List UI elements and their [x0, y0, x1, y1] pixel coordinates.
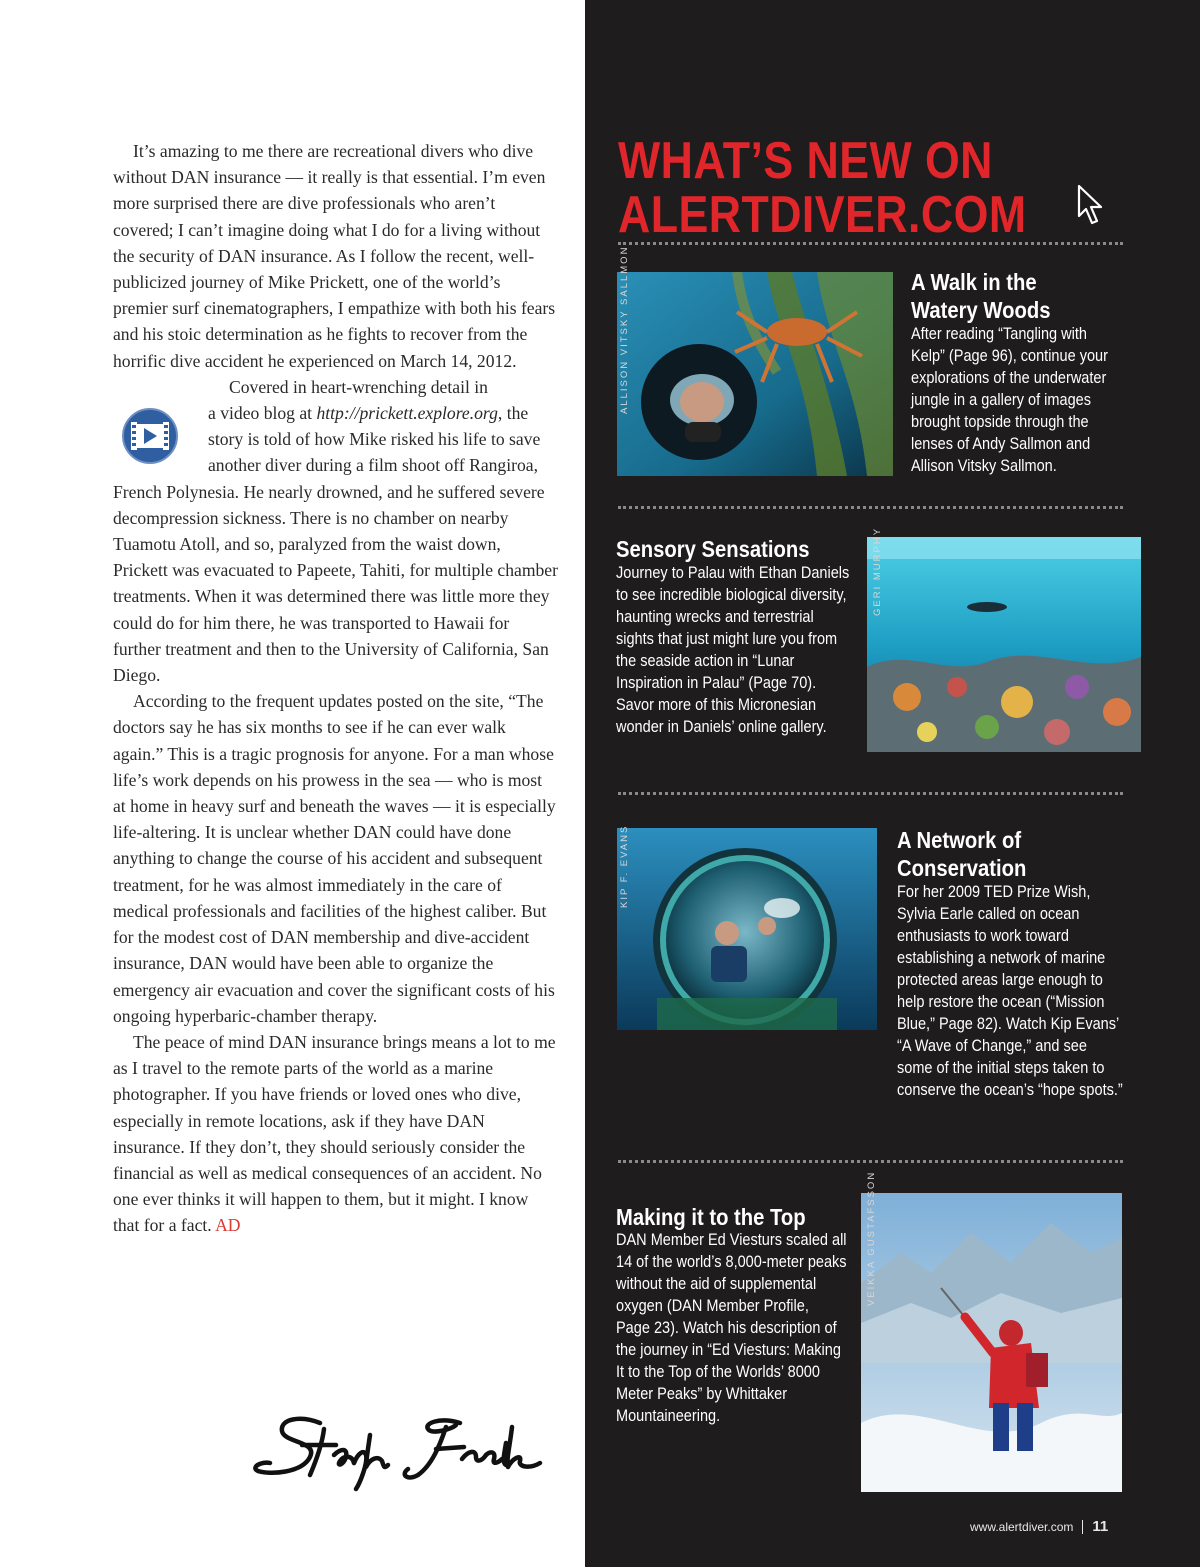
headline-line-2: ALERTDIVER.COM [618, 186, 1027, 244]
photo-credit: KIP F. EVANS [619, 824, 630, 908]
article-column [0, 0, 585, 1567]
photo-credit: GERI MURPHY [872, 526, 883, 616]
sidebar-panel [585, 0, 1200, 1567]
signature [240, 1405, 570, 1495]
item-title-network-of-conservation[interactable] [897, 826, 1026, 882]
mountaineer-summit-photo[interactable] [861, 1193, 1122, 1492]
article-paragraph-1: It’s amazing to me there are recreational divers who dive without DAN insurance — it really is that essential. I’m even more surprised there are dive professionals who aren’t covered; I can’t imagine doing what I do for a living without the security of DAN insurance. As I follow the recent, well-publicized journey of Mike Prickett, one of the world’s premier surf cinematographers, I empathize with both his fears and his stoic determination as he fights to recover from the horrific dive accident he experienced on March 14, 2012. [113, 141, 556, 371]
article-body [113, 138, 558, 1239]
item-title-sensory-sensations[interactable]: Sensory Sensations [616, 536, 810, 562]
item-description: After reading “Tangling with Kelp” (Page 96), continue your explorations of the underwater jungle in a gallery of images brought topside through the lenses of Andy Sallmon and Allison Vitsky Sallmon. [911, 325, 1108, 475]
sidebar-headline [618, 132, 1027, 244]
item-description: For her 2009 TED Prize Wish, Sylvia Earle called on ocean enthusiasts to work toward establishing a network of marine protected areas large enough to help restore the ocean (“Mission Blue,” Page 82). Watch Kip Evans’ “A Wave of Change,” and see some of the initial steps taken to conserve the ocean’s “hope spots.” [897, 883, 1123, 1099]
footer-url[interactable]: www.alertdiver.com [970, 1520, 1074, 1534]
article-paragraph-2-pre-url: a video blog at [208, 403, 317, 424]
item-title-line-2: Conservation [897, 855, 1027, 881]
item-title-making-it-to-the-top[interactable]: Making it to the Top [616, 1204, 806, 1230]
article-paragraph-4-text: The peace of mind DAN insurance brings means a lot to me as I travel to the remote parts of the world as a marine photographer. If you have friends or loved ones who dive, especially in remote locations, ask if they have DAN insurance. If they don’t, they should seriously consider the financial as well as medical consequences of an accident. No one ever thinks it will happen to them, but it might. I know that for a fact. [113, 1031, 556, 1236]
article-paragraph-2-body: the story is told of how Mike risked his life to save another diver during a film shoot off Rangiroa, French Polynesia. He nearly drowned, and he suffered severe decompression sickness. There is no chamber on nearby Tuamotu Atoll, and so, paralyzed from the waist down, Prickett was evacuated to Papeete, Tahiti, for multiple chamber treatments. When it was determined there was little more they could do for him there, he was transported to Hawaii for further treatment and then to the University of California, San Diego. [113, 403, 558, 686]
diver-with-kelp-crab-photo[interactable] [617, 272, 893, 476]
divider [618, 1160, 1123, 1163]
article-paragraph-2-lead: Covered in heart-wrenching detail in [229, 376, 488, 397]
cursor-arrow-icon [1073, 182, 1111, 230]
article-paragraph-2 [113, 374, 558, 688]
submersible-dome-photo[interactable] [617, 828, 877, 1030]
headline-line-1: WHAT’S NEW ON [618, 132, 993, 190]
footer-separator [1082, 1520, 1083, 1534]
photo-credit: ALLISON VITSKY SALLMON [619, 245, 630, 414]
item-title-line-1: A Walk in the [911, 269, 1037, 295]
page-number: 11 [1092, 1518, 1109, 1535]
video-blog-link[interactable]: http://prickett.explore.org [316, 403, 498, 424]
divider [618, 792, 1123, 795]
palau-reef-snorkeler-photo[interactable] [867, 537, 1141, 752]
end-mark: AD [215, 1215, 241, 1236]
divider [618, 506, 1123, 509]
item-title-line-1: A Network of [897, 827, 1022, 853]
article-paragraph-3: According to the frequent updates posted on the site, “The doctors say he has six months to see if he can ever walk again.” This is a tragic prognosis for anyone. For a man whose life’s work depends on his prowess in the sea — who is most at home in heavy surf and beneath the waves — it is especially life-altering. It is unclear whether DAN could have done anything to change the course of his accident and subsequent treatment, for he was almost immediately in the care of medical professionals and facilities of the highest caliber. But for the modest cost of DAN membership and dive-accident insurance, DAN would have been able to organize the emergency air evacuation and cover the significant costs of his ongoing hyperbaric-chamber therapy. [113, 691, 556, 1026]
item-title-line-2: Watery Woods [911, 297, 1051, 323]
photo-credit: VEIKKA GUSTAFSSON [866, 1170, 877, 1306]
article-paragraph-2-comma: , [497, 403, 503, 424]
video-play-icon[interactable] [113, 404, 188, 464]
article-paragraph-4 [113, 1029, 558, 1239]
page-footer [970, 1518, 1108, 1535]
item-title-watery-woods[interactable] [911, 268, 1050, 324]
item-description: DAN Member Ed Viesturs scaled all 14 of the world’s 8,000-meter peaks without the aid of supplemental oxygen (DAN Member Profile, Page 23). Watch his description of the journey in “Ed Viesturs: Making It to the Top of the Worlds’ 8000 Meter Peaks” by Whittaker Mountaineering. [616, 1231, 847, 1425]
item-description: Journey to Palau with Ethan Daniels to see incredible biological diversity, haunting wrecks and terrestrial sights that just might lure you from the seaside action in “Lunar Inspiration in Palau” (Page 70). Savor more of this Micronesian wonder in Daniels’ online gallery. [616, 564, 850, 736]
divider [618, 242, 1123, 245]
